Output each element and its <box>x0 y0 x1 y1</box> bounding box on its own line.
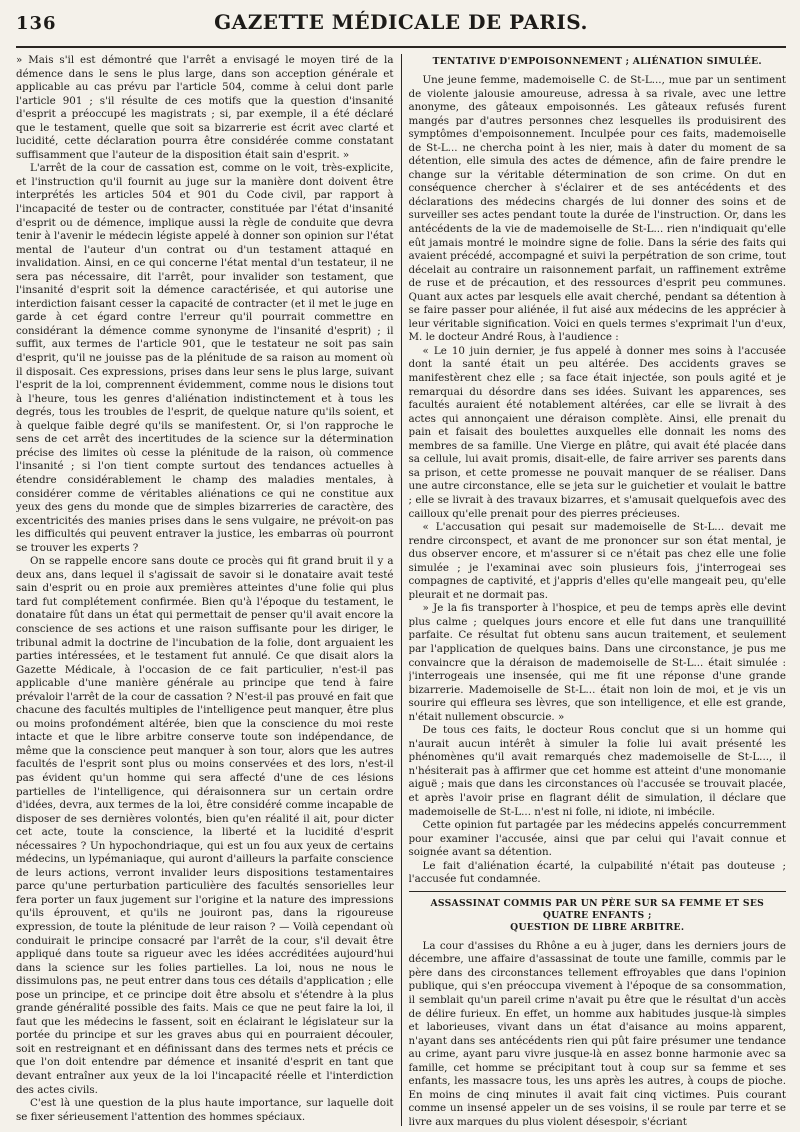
quote-paragraph: « L'accusation qui pesait sur mademoiselle de St-L... devait me rendre circonspect, et avant de me prononcer sur son état mental, je dus observer encore, et m'assurer si ce n'était pas chez elle une folie simulée ; je l'examinai avec soin plusieurs fois, j'interrogeai ses compagnes de captivité, et j'appris d'elles qu'elle mangeait peu, qu'elle pleurait et ne dormait pas. <box>408 521 786 601</box>
column-divider <box>401 54 402 1126</box>
paragraph: De tous ces faits, le docteur Rous conclut que si un homme qui n'aurait aucun intérêt à simuler la folie lui avait présenté les phénomènes qu'il avait remarqués chez mademoiselle de St-L..., il n'hésiterait pas à affirmer que cet homme est atteint d'une monomanie aiguë ; mais que dans les circonstances où l'accusée se trouvait placée, et après l'avoir prise en flagrant délit de simulation, il déclare que mademoiselle de St-L... n'est ni folle, ni idiote, ni imbécile. <box>408 724 786 818</box>
section-title: TENTATIVE D'EMPOISONNEMENT ; ALIÉNATION SIMULÉE. <box>432 56 762 67</box>
two-column-body <box>16 54 786 1126</box>
paragraph: L'arrêt de la cour de cassation est, comme on le voit, très-explicite, et l'instruction qu'il fournit au juge sur la manière dont doivent être interprétés les articles 504 et 901 du Code civil, par rapport à l'incapacité de tester ou de contracter, constituée par l'état d'insanité d'esprit ou de démence, implique aussi la règle de conduite que devra tenir à l'avenir le médecin légiste appelé à donner son opinion sur l'état mental de l'auteur d'un contrat ou d'un testament attaqué en invalidation. Ainsi, en ce qui concerne l'état mental d'un testateur, il ne sera pas nécessaire, dit l'arrêt, pour invalider son testament, que l'insanité d'esprit soit la démence caractérisée, et qui autorise une interdiction faisant cesser la capacité de contracter (et il met le juge en garde à cet égard contre l'erreur qu'il pourrait commettre en considérant la démence comme synonyme de l'insanité d'esprit) ; il suffit, aux termes de l'article 901, que le testateur ne soit pas sain d'esprit, qu'il ne jouisse pas de la plénitude de sa raison au moment où il disposait. Ces expressions, prises dans leur sens le plus large, suivant l'esprit de la loi, comprennent évidemment, comme nous le disions tout à l'heure, tous les genres d'aliénation indistinctement et à tous les degrés, tous les troubles de l'esprit, de quelque nature qu'ils soient, et à quelque faible degré qu'ils se manifestent. Or, si l'on rapproche le sens de cet arrêt des incertitudes de la science sur la détermination précise des limites où cesse la plénitude de la raison, où commence l'insanité ; si l'on tient compte surtout des tendances actuelles à étendre considérablement le champ des maladies mentales, à considérer comme de véritables aliénations ce qui ne constitue aux yeux des gens du monde que de simples bizarreries de caractère, des excentricités des manies prises dans le sens vulgaire, ne prévoit-on pas les difficultés qui peuvent entraver la justice, les embarras où pourront se trouver les experts ? <box>16 162 394 554</box>
left-column <box>16 54 394 1126</box>
paragraph: C'est là une question de la plus haute importance, sur laquelle doit se fixer sérieusement l'attention des hommes spéciaux. <box>16 1097 394 1123</box>
paragraph: Cette opinion fut partagée par les médecins appelés concurremment pour examiner l'accusée, ainsi que par celui qui l'avait connue et soignée avant sa détention. <box>408 819 786 859</box>
section-subtitle: QUESTION DE LIBRE ARBITRE. <box>510 921 685 933</box>
paragraph: Le fait d'aliénation écarté, la culpabilité n'était pas douteuse ; l'accusée fut condamnée. <box>408 859 786 886</box>
section-title-line: ASSASSINAT COMMIS PAR UN PÈRE SUR SA FEMME ET SES QUATRE ENFANTS ; <box>430 897 765 921</box>
section-rule <box>409 891 787 892</box>
quote-paragraph: « Le 10 juin dernier, je fus appelé à donner mes soins à l'accusée dont la santé était un peu altérée. Des accidents graves se manifestèrent chez elle ; sa face était injectée, son pouls agité et je remarquai du désordre dans ses idées. Suivant les apparences, ses facultés auraient été notablement altérées, car elle se livrait à des actes qui annonçaient une déraison complète. Ainsi, elle prenait du pain et faisait des boulettes auxquelles elle donnait les noms des membres de sa famille. Une Vierge en plâtre, qui avait été placée dans sa cellule, lui avait promis, disait-elle, de faire arriver ses parents dans sa prison, et cette promesse ne pouvait manquer de se réaliser. Dans une autre circonstance, elle se jeta sur le guichetier et voulait le battre ; elle se livrait à des travaux bizarres, et s'amusait quelquefois avec des cailloux qu'elle prenait pour des pierres précieuses. <box>408 344 786 520</box>
paragraph: La cour d'assises du Rhône a eu à juger, dans les derniers jours de décembre, une affaire d'assassinat de toute une famille, commis par le père dans des circonstances tellement effroyables que dans l'opinion publique, qui s'en préoccupa vivement à l'époque de sa consommation, il semblait qu'un pareil crime n'avait pu être que le résultat d'un accès de délire furieux. En effet, un homme aux habitudes jusque-là simples et laborieuses, vivant dans un état d'aisance au moins apparent, n'ayant dans ses antécédents rien qui pût faire présumer une tendance au crime, ayant paru vivre jusque-là en assez bonne harmonie avec sa famille, cet homme se précipitant tout à coup sur sa femme et ses enfants, les massacre tous, les uns après les autres, à coups de pioche. En moins de cinq minutes il avait fait cinq victimes. Puis courant comme un insensé appeler un de ses voisins, il se roule par terre et se livre aux marques du plus violent désespoir, s'écriant <box>408 939 786 1126</box>
quote-paragraph: » Je la fis transporter à l'hospice, et peu de temps après elle devint plus calme ; quelques jours encore et elle fut dans une tranquillité parfaite. Ce résultat fut obtenu sans aucun traitement, et seulement par l'application de quelques bains. Dans une circonstance, je pus me convaincre que la déraison de mademoiselle de St-L... était simulée : j'interrogeais une insensée, qui me fit une réponse d'une grande bizarrerie. Mademoiselle de St-L... était non loin de moi, et je vis un sourire qui effleura ses lèvres, que son intelligence, et elle est grande, n'était nullement obscurcie. » <box>408 602 786 723</box>
section-title <box>409 898 787 934</box>
journal-title: GAZETTE MÉDICALE DE PARIS. <box>214 10 588 34</box>
paragraph: Une jeune femme, mademoiselle C. de St-L..., mue par un sentiment de violente jalousie amoureuse, adressa à sa rivale, avec une lettre anonyme, des gâteaux empoisonnés. Les gâteaux refusés furent mangés par d'autres personnes chez lesquelles ils produisirent des symptômes d'empoisonnement. Inculpée pour ces faits, mademoiselle de St-L... ne chercha point à les nier, mais à dater du moment de sa détention, elle simula des actes de démence, afin de faire prendre le change sur la véritable détermination de son crime. On dut en conséquence chercher à s'éclairer et de ses antécédents et des déclarations des médecins chargés de lui donner des soins et de surveiller ses actes pendant toute la durée de l'instruction. Or, dans les antécédents de la vie de mademoiselle de St-L... rien n'indiquait qu'elle eût jamais montré le moindre signe de folie. Dans la série des faits qui avaient précédé, accompagné et suivi la perpétration de son crime, tout décelait au contraire un raisonnement parfait, un raffinement extrême de ruse et de précaution, et des ressources d'esprit peu communes. Quant aux actes par lesquels elle avait cherché, pendant sa détention à se faire passer pour aliénée, il fut aisé aux médecins de les apprécier à leur véritable signification. Voici en quels termes s'exprimait l'un d'eux, M. le docteur André Rous, à l'audience : <box>408 74 786 344</box>
paragraph: On se rappelle encore sans doute ce procès qui fit grand bruit il y a deux ans, dans lequel il s'agissait de savoir si le donataire avait testé sain d'esprit ou en proie aux premières atteintes d'une folie qui plus tard fut complétement confirmée. Bien qu'à l'époque du testament, le donataire fût dans un état qui permettait de penser qu'il avait encore la conscience de ses actions et une raison suffisante pour les diriger, le tribunal admit la doctrine de l'incubation de la folie, dont arguaient les parties intéressées, et le testament fut annulé. Ce que disait alors la Gazette Médicale, à l'occasion de ce fait particulier, n'est-il pas applicable d'une manière générale au principe que tend à faire prévaloir l'arrêt de la cour de cassation ? N'est-il pas prouvé en fait que chacune des facultés multiples de l'intelligence peut manquer, être plus ou moins profondément altérée, bien que la conscience du moi reste intacte et que le libre arbitre conserve toute son indépendance, de même que la conscience peut manquer à son tour, alors que les autres facultés de l'esprit sont plus ou moins conservées et des lors, n'est-il pas évident qu'un homme qui sera affecté d'une de ces lésions partielles de l'intelligence, qui déraisonnera sur un certain ordre d'idées, devra, aux termes de la loi, être considéré comme incapable de disposer de ses dernières volontés, bien qu'en réalité il ait, pour dicter cet acte, toute la conscience, la liberté et la lucidité d'esprit nécessaires ? Un hypochondriaque, qui est un fou aux yeux de certains médecins, un lypémaniaque, qui auront d'ailleurs la parfaite conscience de leurs actions, verront invalider leurs dispositions testamentaires parce qu'une perturbation particulière des facultés sensorielles leur fera porter un faux jugement sur l'origine et la nature des impressions qu'ils éprouvent, et qu'ils ne jouiront pas, dans la rigoureuse expression, de toute la plénitude de leur raison ? — Voilà cependant où conduirait le principe consacré par l'arrêt de la cour, s'il devait être appliqué dans toute sa rigueur avec les idées accréditées aujourd'hui dans la science sur les folies partielles. La loi, nous ne nous le dissimulons pas, ne peut entrer dans tous ces détails d'application ; elle pose un principe, et ce principe doit être absolu et s'étendre à la plus grande généralité possible des faits. Mais ce que ne peut faire la loi, il faut que les médecins le fassent, soit en éclairant le législateur sur la portée du principe et sur les graves abus qui en pourraient découler, soit en restreignant et en définissant dans des termes nets et précis ce que l'on doit entendre par démence et insanité d'esprit en tant que devant entraîner aux yeux de la loi l'incapacité réelle et l'interdiction des actes civils. <box>16 555 394 1096</box>
page-number: 136 <box>16 13 57 34</box>
right-column <box>409 54 787 1126</box>
page-header <box>16 10 786 40</box>
paragraph: » Mais s'il est démontré que l'arrêt a envisagé le moyen tiré de la démence dans le sens le plus large, dans son acception générale et applicable au cas prévu par l'article 504, comme à celui dont parle l'article 901 ; s'il résulte de ces motifs que la question d'insanité d'esprit a préoccupé les magistrats ; si, par exemple, il a été déclaré que le testament, quelle que soit sa bizarrerie est écrit avec clarté et lucidité, cette déclaration pourra être considérée comme constatant suffisamment que l'auteur de la disposition était sain d'esprit. » <box>16 54 394 161</box>
header-rule <box>16 46 786 48</box>
